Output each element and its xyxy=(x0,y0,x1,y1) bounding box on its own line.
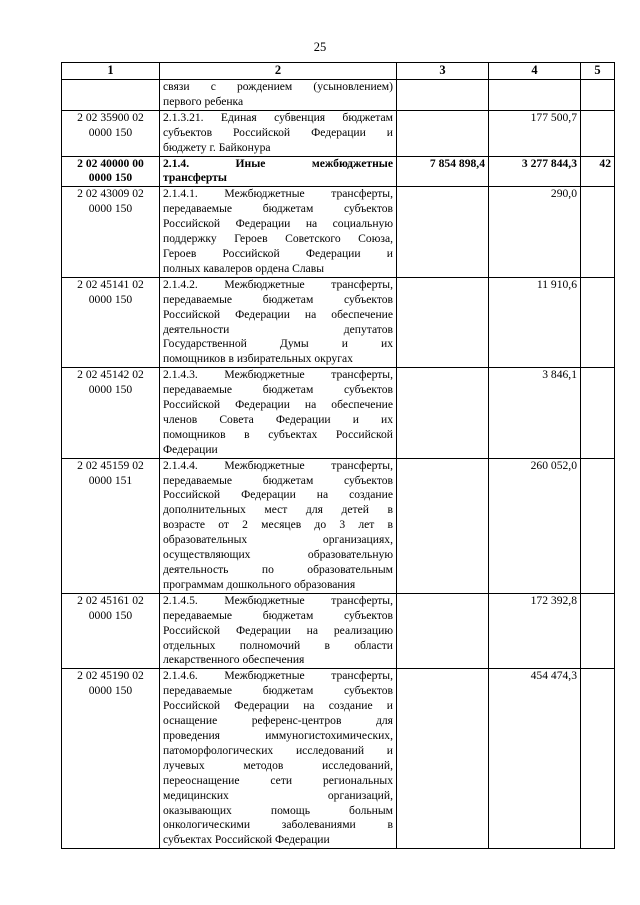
planned-amount-cell xyxy=(397,277,489,367)
description-line: 2.1.4.5. Межбюджетные трансферты, xyxy=(163,593,393,607)
description-line: Российской Федерации на создание и xyxy=(163,699,393,713)
description-cell xyxy=(160,277,397,367)
table-row xyxy=(62,277,615,367)
column-header-3: 3 xyxy=(397,63,489,80)
description-line: передаваемые бюджетам субъектов xyxy=(163,684,393,698)
table-row xyxy=(62,80,615,111)
percent-cell xyxy=(581,593,615,669)
executed-amount-cell: 260 052,0 xyxy=(489,458,581,593)
description-line: деятельности депутатов xyxy=(163,322,393,336)
table-row xyxy=(62,368,615,458)
planned-amount-cell: 7 854 898,4 xyxy=(397,156,489,187)
percent-cell xyxy=(581,458,615,593)
description-line: поддержку Героев Советского Союза, xyxy=(163,232,393,246)
table-row xyxy=(62,669,615,849)
planned-amount-cell xyxy=(397,368,489,458)
executed-amount-cell: 3 846,1 xyxy=(489,368,581,458)
description-line: Российской Федерации на социальную xyxy=(163,217,393,231)
column-header-4: 4 xyxy=(489,63,581,80)
budget-code-cell: 2 02 45142 02 0000 150 xyxy=(62,368,160,458)
description-line: онкологическими заболеваниями в xyxy=(163,818,393,832)
table-row xyxy=(62,187,615,277)
description-line: Героев Российской Федерации и xyxy=(163,246,393,260)
executed-amount-cell: 3 277 844,3 xyxy=(489,156,581,187)
percent-cell xyxy=(581,187,615,277)
table-row xyxy=(62,110,615,156)
budget-code-cell: 2 02 35900 02 0000 150 xyxy=(62,110,160,156)
executed-amount-cell xyxy=(489,80,581,111)
description-cell xyxy=(160,110,397,156)
planned-amount-cell xyxy=(397,593,489,669)
description-line: лекарственного обеспечения xyxy=(163,653,305,667)
executed-amount-cell: 11 910,6 xyxy=(489,277,581,367)
description-line: передаваемые бюджетам субъектов xyxy=(163,383,393,397)
description-line: возрасте от 2 месяцев до 3 лет в xyxy=(163,518,393,532)
description-line: Российской Федерации на реализацию xyxy=(163,623,393,637)
planned-amount-cell xyxy=(397,187,489,277)
description-line: дополнительных мест для детей в xyxy=(163,503,393,517)
description-line: образовательных организациях, xyxy=(163,533,393,547)
budget-code-cell: 2 02 45161 02 0000 150 xyxy=(62,593,160,669)
description-line: помощников в субъектах Российской xyxy=(163,427,393,441)
budget-table xyxy=(61,62,615,849)
planned-amount-cell xyxy=(397,80,489,111)
page-number: 25 xyxy=(313,40,327,54)
description-line: членов Совета Федерации и их xyxy=(163,412,393,426)
description-line: 2.1.4.4. Межбюджетные трансферты, xyxy=(163,458,393,472)
column-header-5: 5 xyxy=(581,63,615,80)
description-cell xyxy=(160,80,397,111)
percent-cell: 42 xyxy=(581,156,615,187)
description-line: Российской Федерации на обеспечение xyxy=(163,398,393,412)
description-line: субъектах Российской Федерации xyxy=(163,833,330,847)
description-line: 2.1.4.6. Межбюджетные трансферты, xyxy=(163,669,393,683)
description-line: лучевых методов исследований, xyxy=(163,758,393,772)
table-row xyxy=(62,156,615,187)
budget-code-cell: 2 02 45190 02 0000 150 xyxy=(62,669,160,849)
description-line: передаваемые бюджетам субъектов xyxy=(163,608,393,622)
description-cell xyxy=(160,593,397,669)
planned-amount-cell xyxy=(397,458,489,593)
description-line: деятельность по образовательным xyxy=(163,563,393,576)
description-line: помощников в избирательных округах xyxy=(163,352,353,366)
description-line: оказывающих помощь больным xyxy=(163,803,393,817)
table-row xyxy=(62,593,615,669)
description-line: Федерации xyxy=(163,442,218,456)
description-line: патоморфологических исследований и xyxy=(163,743,393,757)
executed-amount-cell: 290,0 xyxy=(489,187,581,277)
description-line: программам дошкольного образования xyxy=(163,577,356,591)
description-line: Государственной Думы и их xyxy=(163,337,393,351)
description-cell xyxy=(160,669,397,849)
description-line: передаваемые бюджетам субъектов xyxy=(163,202,393,216)
description-line: Российской Федерации на обеспечение xyxy=(163,307,393,321)
percent-cell xyxy=(581,669,615,849)
budget-code-cell: 2 02 40000 00 0000 150 xyxy=(62,156,160,187)
table-body xyxy=(62,80,615,849)
description-line: 2.1.4.3. Межбюджетные трансферты, xyxy=(163,368,393,382)
executed-amount-cell: 172 392,8 xyxy=(489,593,581,669)
description-line: проведения иммуногистохимических, xyxy=(163,728,393,742)
planned-amount-cell xyxy=(397,669,489,849)
table-row xyxy=(62,458,615,593)
percent-cell xyxy=(581,368,615,458)
table-header-row xyxy=(62,63,615,80)
percent-cell xyxy=(581,80,615,111)
description-line: 2.1.4.2. Межбюджетные трансферты, xyxy=(163,277,393,291)
column-header-1: 1 xyxy=(62,63,160,80)
description-line: бюджету г. Байконура xyxy=(163,140,271,154)
description-line: 2.1.4. Иные межбюджетные xyxy=(163,156,393,170)
description-line: 2.1.4.1. Межбюджетные трансферты, xyxy=(163,187,393,201)
budget-code-cell: 2 02 45159 02 0000 151 xyxy=(62,458,160,593)
budget-code-cell: 2 02 45141 02 0000 150 xyxy=(62,277,160,367)
description-cell xyxy=(160,187,397,277)
description-line: переоснащение сети региональных xyxy=(163,773,393,787)
description-line: оснащение референс-центров для xyxy=(163,714,393,728)
executed-amount-cell: 454 474,3 xyxy=(489,669,581,849)
description-line: Российской Федерации на создание xyxy=(163,488,393,502)
percent-cell xyxy=(581,277,615,367)
description-cell xyxy=(160,156,397,187)
percent-cell xyxy=(581,110,615,156)
description-line: связи с рождением (усыновлением) xyxy=(163,80,393,93)
description-line: передаваемые бюджетам субъектов xyxy=(163,473,393,487)
executed-amount-cell: 177 500,7 xyxy=(489,110,581,156)
description-line: первого ребенка xyxy=(163,94,244,108)
description-line: 2.1.3.21. Единая субвенция бюджетам xyxy=(163,110,393,124)
budget-code-cell: 2 02 43009 02 0000 150 xyxy=(62,187,160,277)
budget-code-cell xyxy=(62,80,160,111)
description-line: осуществляющих образовательную xyxy=(163,548,393,562)
description-line: передаваемые бюджетам субъектов xyxy=(163,292,393,306)
description-cell xyxy=(160,368,397,458)
column-header-2: 2 xyxy=(160,63,397,80)
description-cell xyxy=(160,458,397,593)
description-line: полных кавалеров ордена Славы xyxy=(163,261,325,275)
description-line: медицинских организаций, xyxy=(163,788,393,802)
description-line: субъектов Российской Федерации и xyxy=(163,125,393,139)
description-line: отдельных полномочий в области xyxy=(163,638,393,652)
description-line: трансферты xyxy=(163,171,227,185)
planned-amount-cell xyxy=(397,110,489,156)
